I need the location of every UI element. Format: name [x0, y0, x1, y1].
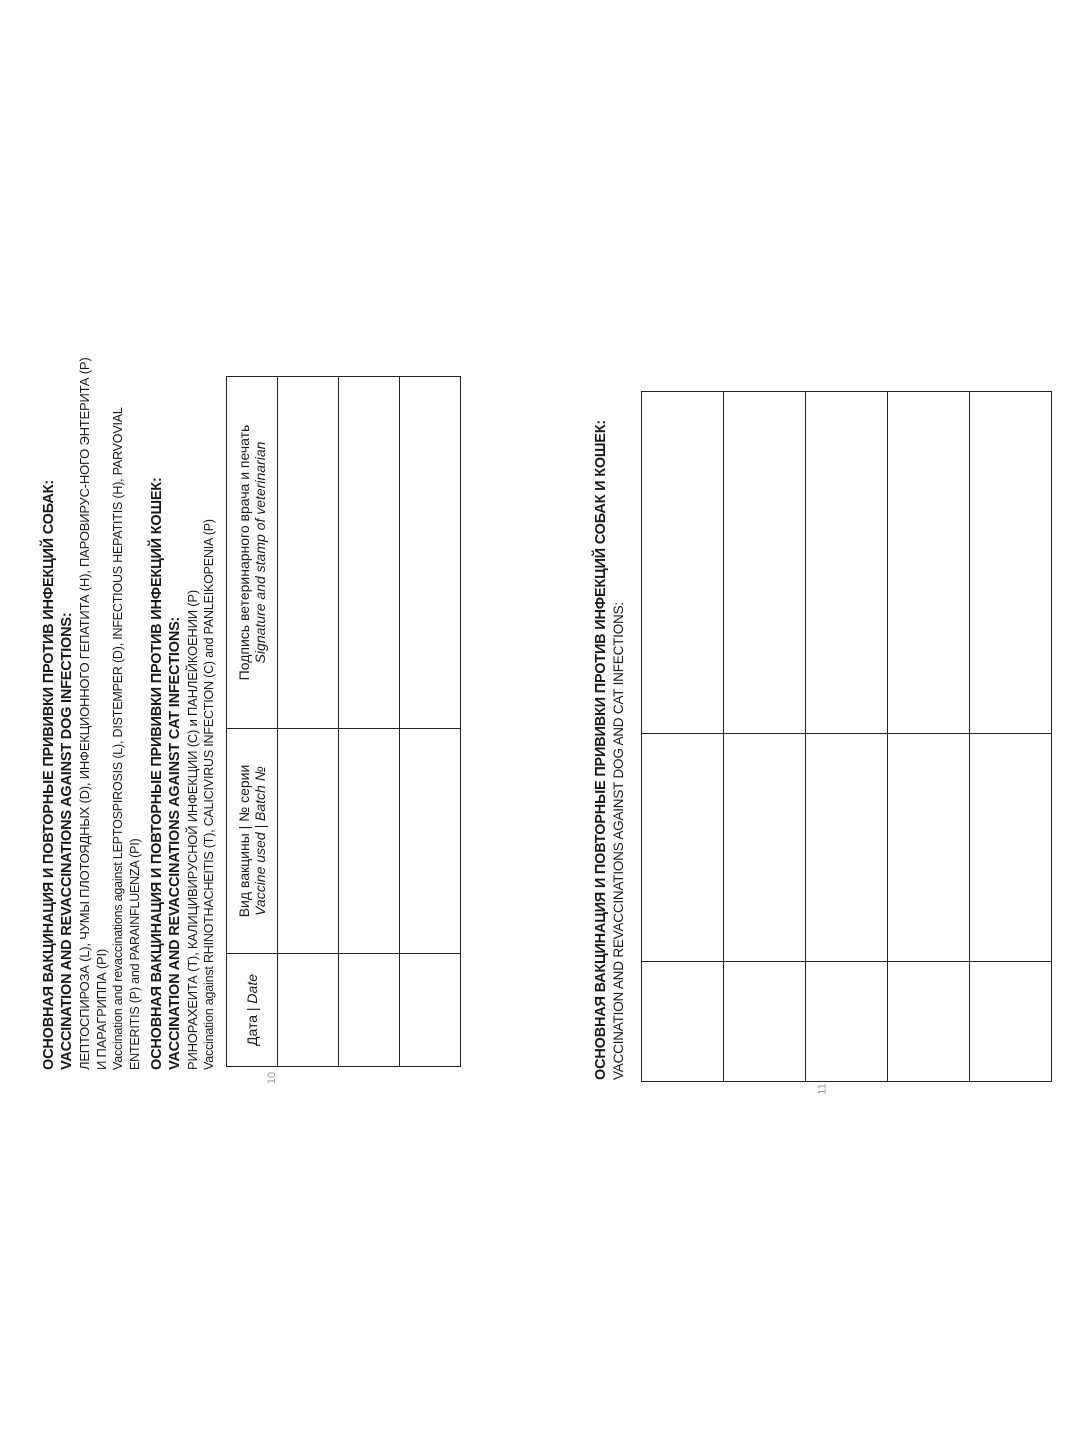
table-row: [400, 377, 461, 1067]
signature-cell[interactable]: [339, 377, 400, 729]
vaccine-cell[interactable]: [888, 734, 970, 962]
table-row: [970, 392, 1052, 1082]
cat-list-ru: РИНОРАХЕИТА (T), КАЛИЦИВИРУСНОЙ ИНФЕКЦИИ (C) и ПАНЛЕЙКОЕНИИ (P): [185, 589, 200, 1070]
page-10: [40, 350, 540, 1070]
vaccination-table-dog-cat: [226, 376, 461, 1067]
date-cell[interactable]: [339, 954, 400, 1067]
dog-title-en: VACCINATION AND REVACCINATIONS AGAINST DOG INFECTIONS:: [59, 612, 75, 1070]
page-number-10: 10: [266, 1071, 279, 1085]
date-cell[interactable]: [888, 962, 970, 1082]
col-vaccine-ru: Вид вакцины | № серии: [236, 764, 252, 918]
dog-list-ru: ЛЕПТОСПИРОЗА (L), ЧУМЫ ПЛОТОЯДНЫХ (D), ИНФЕКЦИОННОГО ГЕПАТИТА (H), ПАРОВИРУС-НОГО ЭНТЕРИТА (P) И ПАРАГРИППА (PI): [77, 357, 109, 1070]
table-row: [888, 392, 970, 1082]
table-row: [806, 392, 888, 1082]
date-cell[interactable]: [642, 962, 724, 1082]
signature-cell[interactable]: [888, 392, 970, 734]
table-row: [642, 392, 724, 1082]
date-cell[interactable]: [970, 962, 1052, 1082]
vaccine-cell[interactable]: [970, 734, 1052, 962]
vaccine-cell[interactable]: [278, 729, 339, 954]
col-header-signature: [227, 377, 278, 729]
col-date-ru: Дата |: [244, 1003, 260, 1046]
date-cell[interactable]: [400, 954, 461, 1067]
col-sign-ru: Подпись ветеринарного врача и печать: [236, 424, 252, 681]
table-row: [278, 377, 339, 1067]
date-cell[interactable]: [278, 954, 339, 1067]
vaccine-cell[interactable]: [339, 729, 400, 954]
page11-title-en: VACCINATION AND REVACCINATIONS AGAINST DOG AND CAT INFECTIONS:: [611, 602, 626, 1080]
dog-list-en: Vaccination and revaccinations against LEPTOSPIROSIS (L), DISTEMPER (D), INFECTIOUS HEPATITIS (H), PARVOVIAL ENTERITIS (P) and PARAINFLUENZA (PI): [111, 407, 142, 1070]
signature-cell[interactable]: [970, 392, 1052, 734]
table-row: [724, 392, 806, 1082]
cat-title-ru: ОСНОВНАЯ ВАКЦИНАЦИЯ И ПОВТОРНЫЕ ПРИВИВКИ ПРОТИВ ИНФЕКЦИЙ КОШЕК:: [149, 477, 165, 1070]
vaccine-cell[interactable]: [806, 734, 888, 962]
page-number-11: 11: [816, 1083, 829, 1095]
vaccine-cell[interactable]: [724, 734, 806, 962]
table-row: [339, 377, 400, 1067]
signature-cell[interactable]: [806, 392, 888, 734]
page-11: [592, 360, 1062, 1080]
signature-cell[interactable]: [400, 377, 461, 729]
col-header-date: [227, 954, 278, 1067]
page11-title-ru: ОСНОВНАЯ ВАКЦИНАЦИЯ И ПОВТОРНЫЕ ПРИВИВКИ ПРОТИВ ИНФЕКЦИЙ СОБАК И КОШЕК:: [593, 419, 609, 1080]
vaccine-cell[interactable]: [400, 729, 461, 954]
vaccine-cell[interactable]: [642, 734, 724, 962]
signature-cell[interactable]: [642, 392, 724, 734]
cat-title-en: VACCINATION AND REVACCINATIONS AGAINST CAT INFECTIONS:: [167, 616, 183, 1070]
col-date-en: Date: [244, 974, 260, 1004]
date-cell[interactable]: [806, 962, 888, 1082]
table-header-row: [227, 377, 278, 1067]
cat-section: [148, 350, 218, 1070]
cat-list-en: Vaccination against RHINOTHACHEITIS (T), CALICIVIRUS INFECTION (C) and PANLEIKOPENIA (P): [202, 519, 216, 1070]
dog-title-ru: ОСНОВНАЯ ВАКЦИНАЦИЯ И ПОВТОРНЫЕ ПРИВИВКИ ПРОТИВ ИНФЕКЦИЙ СОБАК:: [41, 480, 57, 1070]
col-header-vaccine: [227, 729, 278, 954]
vaccination-table-general: [641, 391, 1052, 1082]
col-vaccine-en: Vaccine used | Batch №: [252, 766, 268, 916]
signature-cell[interactable]: [278, 377, 339, 729]
signature-cell[interactable]: [724, 392, 806, 734]
dog-section: [40, 350, 144, 1070]
col-sign-en: Signature and stamp of veterinarian: [252, 441, 268, 664]
date-cell[interactable]: [724, 962, 806, 1082]
